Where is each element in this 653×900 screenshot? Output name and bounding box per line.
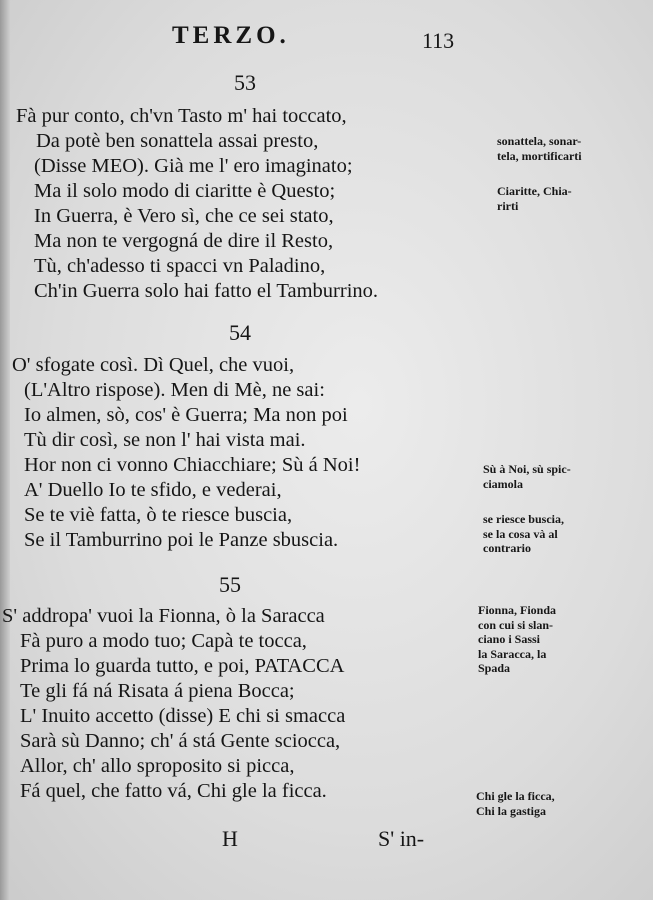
note-line: ciamola (483, 476, 523, 491)
verse-line: Tù dir così, se non l' hai vista mai. (24, 429, 306, 451)
running-header-title: TERZO. (172, 22, 290, 49)
verse-line: Te gli fá ná Risata á piena Bocca; (20, 680, 295, 702)
note-line: Chi la gastiga (476, 803, 547, 818)
verse-line: Io almen, sò, cos' è Guerra; Ma non poi (24, 404, 348, 426)
note-line: Sù à Noi, sù spic- (483, 462, 571, 476)
verse-line: Ma il solo modo di ciaritte è Questo; (34, 180, 336, 202)
note-line: tela, mortificarti (497, 148, 582, 163)
verse-line: L' Inuito accetto (disse) E chi si smacca (20, 705, 346, 727)
verse-line: Se te viè fatta, ò te riesce buscia, (24, 504, 293, 526)
verse-line: Prima lo guarda tutto, e poi, PATACCA (20, 655, 345, 677)
verse-line: Da potè ben sonattela assai presto, (36, 130, 319, 152)
signature-mark: H (222, 826, 238, 851)
verse-line: Tù, ch'adesso ti spacci vn Paladino, (34, 255, 326, 277)
note-line: Fionna, Fionda (478, 603, 557, 617)
verse-line: Fá quel, che fatto vá, Chi gle la ficca. (20, 780, 327, 802)
catchword: S' in- (378, 826, 425, 851)
note-line: con cui si slan- (478, 617, 554, 632)
verse-line: S' addropa' vuoi la Fionna, ò la Saracca (2, 605, 325, 627)
verse-line: O' sfogate così. Dì Quel, che vuoi, (12, 354, 295, 376)
verse-line: In Guerra, è Vero sì, che ce sei stato, (34, 205, 334, 227)
stanza-number-55: 55 (219, 572, 241, 597)
note-line: ciano i Sassi (478, 632, 541, 646)
note-line: Ciaritte, Chia- (497, 184, 572, 198)
verse-line: Ma non te vergogná de dire il Resto, (34, 230, 334, 252)
margin-note-ciaritte (497, 184, 647, 213)
margin-note-su-a-noi (483, 462, 633, 491)
note-line: rirti (497, 198, 519, 213)
verse-line: A' Duello Io te sfido, e vederai, (24, 479, 282, 501)
note-line: la Saracca, la (478, 646, 547, 661)
verse-line: Sarà sù Danno; ch' á stá Gente sciocca, (20, 730, 341, 752)
stanza-number-53: 53 (234, 70, 256, 95)
verse-line: Fà pur conto, ch'vn Tasto m' hai toccato, (16, 105, 347, 127)
note-line: se la cosa và al (483, 526, 558, 541)
margin-note-sonattela (497, 134, 647, 163)
verse-line: Se il Tamburrino poi le Panze sbuscia. (24, 529, 339, 551)
note-line: contrario (483, 541, 531, 555)
page-gutter-shadow (0, 0, 10, 900)
margin-note-riesce-buscia (483, 512, 633, 556)
verse-line: Ch'in Guerra solo hai fatto el Tamburrino. (34, 280, 379, 302)
margin-note-ficca (476, 789, 626, 818)
verse-line: Allor, ch' allo sproposito si picca, (20, 755, 295, 777)
verse-line: (Disse MEO). Già me l' ero imaginato; (34, 155, 353, 177)
margin-note-fionna (478, 603, 628, 676)
stanza-number-54: 54 (229, 320, 251, 345)
page-number: 113 (422, 28, 455, 53)
verse-line: (L'Altro rispose). Men di Mè, ne sai: (24, 379, 325, 401)
note-line: Chi gle la ficca, (476, 789, 555, 803)
note-line: Spada (478, 661, 511, 675)
verse-line: Hor non ci vonno Chiacchiare; Sù á Noi! (24, 454, 361, 476)
note-line: se riesce buscia, (483, 512, 564, 526)
verse-line: Fà puro a modo tuo; Capà te tocca, (20, 630, 307, 652)
note-line: sonattela, sonar- (497, 134, 582, 148)
